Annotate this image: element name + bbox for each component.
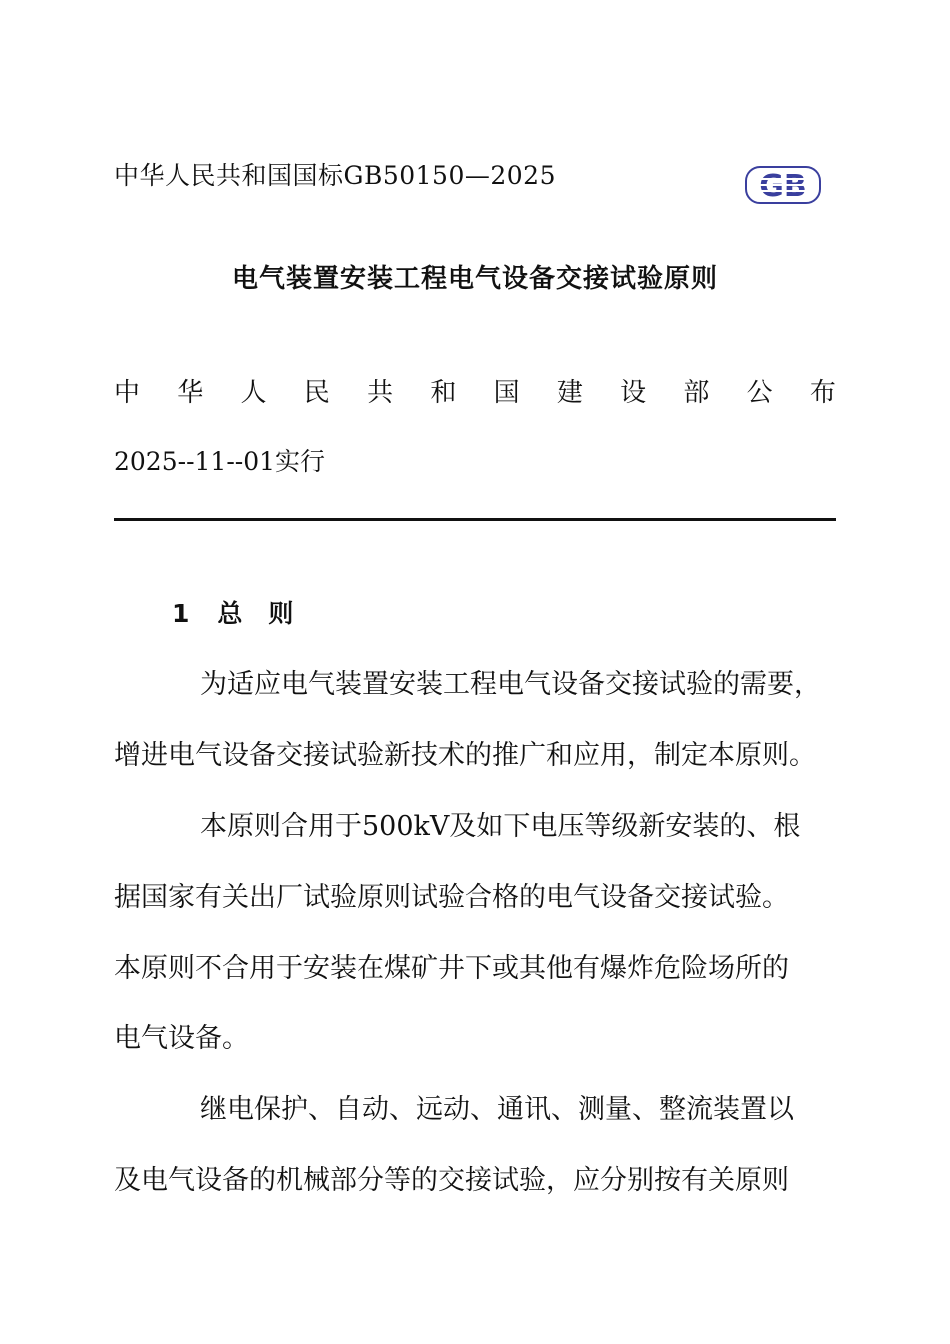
publisher-char: 华 — [177, 378, 204, 408]
publisher-char: 民 — [303, 378, 330, 408]
publisher-char: 共 — [367, 378, 394, 408]
publisher-char: 建 — [556, 378, 583, 408]
divider-rule — [114, 518, 836, 521]
body-line: 为适应电气装置安装工程电气设备交接试验的需要， — [200, 669, 821, 700]
effective-date: 2025--11--01实行 — [114, 447, 326, 476]
publisher-char: 和 — [430, 378, 457, 408]
gb-logo-text: GB — [759, 169, 807, 204]
publisher-line — [114, 372, 836, 409]
body-line: 电气设备。 — [114, 1023, 249, 1054]
body-line: 据国家有关出厂试验原则试验合格的电气设备交接试验。 — [114, 882, 789, 913]
body-line: 及电气设备的机械部分等的交接试验，应分别按有关原则 — [114, 1165, 789, 1196]
section-heading — [172, 594, 293, 630]
publisher-char: 人 — [240, 378, 267, 408]
document-title: 电气装置安装工程电气设备交接试验原则 — [231, 264, 718, 294]
section-title-char: 总 — [217, 599, 243, 628]
standard-number-line: 中华人民共和国国标GB50150—2025 — [114, 161, 556, 190]
body-line: 增进电气设备交接试验新技术的推广和应用，制定本原则。 — [114, 740, 816, 771]
body-line: 本原则合用于500kV及如下电压等级新安装的、根 — [200, 811, 801, 842]
publisher-char: 国 — [493, 378, 520, 408]
section-title-char: 则 — [268, 599, 294, 628]
publisher-char: 中 — [114, 378, 141, 408]
publisher-char: 部 — [683, 378, 710, 408]
body-line: 继电保护、自动、远动、通讯、测量、整流装置以 — [200, 1094, 794, 1125]
section-number: 1 — [172, 599, 190, 628]
publisher-char: 设 — [620, 378, 647, 408]
publisher-char: 公 — [746, 378, 773, 408]
publisher-char: 布 — [809, 378, 836, 408]
body-line: 本原则不合用于安装在煤矿井下或其他有爆炸危险场所的 — [114, 953, 789, 984]
gb-logo-icon — [745, 166, 821, 204]
